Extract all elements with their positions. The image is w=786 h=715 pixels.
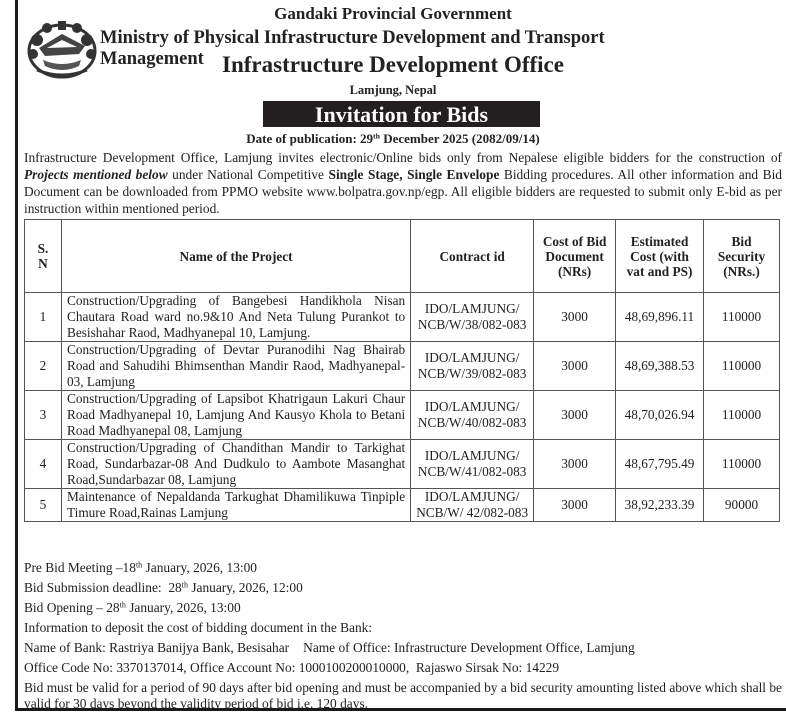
cell-bid-security: 110000 <box>704 293 780 342</box>
intro-text-2: under National Competitive <box>167 167 329 182</box>
cell-bid-security: 110000 <box>704 440 780 489</box>
cell-estimated-cost: 48,70,026.94 <box>616 391 704 440</box>
intro-text-3: Bidding procedures. All other information and Bid Document can be downloaded from PPMO website www.bolpatra.gov.np/egp. All eligible bidders are requested to submit only E-bid as per instruction within mentioned period. <box>24 167 782 216</box>
header-bid-security: Bid Security (NRs.) <box>704 220 780 293</box>
cell-doc-cost: 3000 <box>534 342 616 391</box>
government-name: Gandaki Provincial Government <box>274 4 512 23</box>
table-header-row <box>25 220 780 293</box>
cell-contract-id <box>411 342 534 391</box>
publication-date-suffix: December 2025 (2082/09/14) <box>379 131 540 146</box>
contract-id-line-2: NCB/W/38/082-083 <box>417 317 527 332</box>
cell-bid-security: 110000 <box>704 391 780 440</box>
cell-doc-cost: 3000 <box>534 391 616 440</box>
table-row <box>25 489 780 522</box>
contract-id-line-2: NCB/W/40/082-083 <box>417 415 527 430</box>
submission-sup: th <box>181 580 188 590</box>
contract-id-line-1: IDO/LAMJUNG/ <box>424 301 520 316</box>
pre-bid-meeting <box>24 559 782 579</box>
cell-bid-security: 90000 <box>704 489 780 522</box>
publication-date-prefix: Date of publication: 29 <box>246 131 374 146</box>
contract-id-line-1: IDO/LAMJUNG/ <box>424 489 520 504</box>
bank-name: Name of Bank: Rastriya Banijya Bank, Besisahar <box>24 640 290 655</box>
office-name: Infrastructure Development Office <box>222 52 564 77</box>
opening-prefix: Bid Opening – 28 <box>24 600 120 615</box>
cell-project-name: Construction/Upgrading of Devtar Puranodihi Nag Bhairab Road and Sahudihi Bhimsenthan Mandir Raod, Madhyanepal- 03, Lamjung <box>61 342 410 391</box>
pre-bid-sup: th <box>135 560 143 570</box>
submission-suffix: January, 2026, 12:00 <box>187 580 303 595</box>
contract-id-line-2: NCB/W/ 42/082-083 <box>416 505 529 520</box>
cell-estimated-cost: 48,69,388.53 <box>616 342 704 391</box>
bid-opening <box>24 599 782 619</box>
cell-sn: 3 <box>25 391 62 440</box>
cell-contract-id <box>411 391 534 440</box>
cell-estimated-cost: 38,92,233.39 <box>616 489 704 522</box>
table-row <box>25 391 780 440</box>
cell-project-name: Maintenance of Nepaldanda Tarkughat Dhamilikuwa Tinpiple Timure Road,Rainas Lamjung <box>61 489 410 522</box>
notice-title-banner: Invitation for Bids <box>263 101 540 127</box>
opening-suffix: January, 2026, 13:00 <box>125 600 241 615</box>
publication-date <box>0 131 786 147</box>
contract-id-line-1: IDO/LAMJUNG/ <box>424 448 520 463</box>
pre-bid-suffix: January, 2026, 13:00 <box>142 560 257 575</box>
cell-contract-id <box>411 489 534 522</box>
cell-doc-cost: 3000 <box>534 440 616 489</box>
cell-sn: 4 <box>25 440 62 489</box>
office-codes: Office Code No: 3370137014, Office Account No: 1000100200010000, Rajaswo Sirsak No: 14229 <box>24 660 560 675</box>
cell-project-name: Construction/Upgrading of Chandithan Mandir to Tarkighat Road, Sundarbazar-08 And Dudkulo to Aambote Masanghat Road,Sundarbazar 08, Lamjung <box>61 440 410 489</box>
office-location: Lamjung, Nepal <box>349 83 437 97</box>
bank-details <box>24 639 782 659</box>
contract-id-line-1: IDO/LAMJUNG/ <box>424 399 520 414</box>
contract-id-line-1: IDO/LAMJUNG/ <box>424 350 520 365</box>
cell-contract-id <box>411 440 534 489</box>
intro-bold: Single Stage, Single Envelope <box>328 167 500 182</box>
publication-date-sup: th <box>373 131 380 141</box>
validity-paragraph: Bid must be valid for a period of 90 days after bid opening and must be accompanied by a bid security amounting listed above which shall be valid for 30 days beyond the validity period of bid i.e. 120 days. <box>24 680 782 711</box>
header-project-name: Name of the Project <box>61 220 410 293</box>
cell-sn: 2 <box>25 342 62 391</box>
cell-estimated-cost: 48,69,896.11 <box>616 293 704 342</box>
intro-text-1: Infrastructure Development Office, Lamjung invites electronic/Online bids only from Nepalese eligible bidders for the construction of <box>24 150 782 165</box>
cell-contract-id <box>411 293 534 342</box>
table-row <box>25 342 780 391</box>
submission-prefix: Bid Submission deadline: 28 <box>24 580 182 595</box>
header-estimated-cost: Estimated Cost (with vat and PS) <box>616 220 704 293</box>
cell-bid-security: 110000 <box>704 342 780 391</box>
cell-estimated-cost: 48,67,795.49 <box>616 440 704 489</box>
contract-id-line-2: NCB/W/41/082-083 <box>417 464 527 479</box>
table-row <box>25 293 780 342</box>
table-row <box>25 440 780 489</box>
intro-emphasis: Projects mentioned below <box>24 167 168 182</box>
cell-project-name: Construction/Upgrading of Lapsibot Khatrigaun Lakuri Chaur Road Madhyanepal 10, Lamjung And Kausyo Khola to Betani Road Madhyanepal 08, Lamjung <box>61 391 410 440</box>
cell-sn: 1 <box>25 293 62 342</box>
ministry-name: Ministry of Physical Infrastructure Development and Transport Management <box>100 28 605 69</box>
projects-table <box>24 219 780 522</box>
cell-doc-cost: 3000 <box>534 489 616 522</box>
bank-info-heading: Information to deposit the cost of bidding document in the Bank: <box>24 620 373 635</box>
notes-section <box>24 559 782 712</box>
bid-submission-deadline <box>24 579 782 599</box>
header-contract-id: Contract id <box>411 220 534 293</box>
header-sn: S. N <box>25 220 62 293</box>
pre-bid-prefix: Pre Bid Meeting –18 <box>24 560 136 575</box>
intro-paragraph <box>24 149 782 217</box>
cell-sn: 5 <box>25 489 62 522</box>
contract-id-line-2: NCB/W/39/082-083 <box>417 366 527 381</box>
header-doc-cost: Cost of Bid Document (NRs) <box>534 220 616 293</box>
office-name-bank: Name of Office: Infrastructure Development Office, Lamjung <box>303 640 635 655</box>
cell-project-name: Construction/Upgrading of Bangebesi Handikhola Nisan Chautara Road ward no.9&10 And Neta Tulung Purankot to Besishahar Raod, Madhyanepal 10, Lamjung. <box>61 293 410 342</box>
opening-sup: th <box>119 600 126 610</box>
cell-doc-cost: 3000 <box>534 293 616 342</box>
